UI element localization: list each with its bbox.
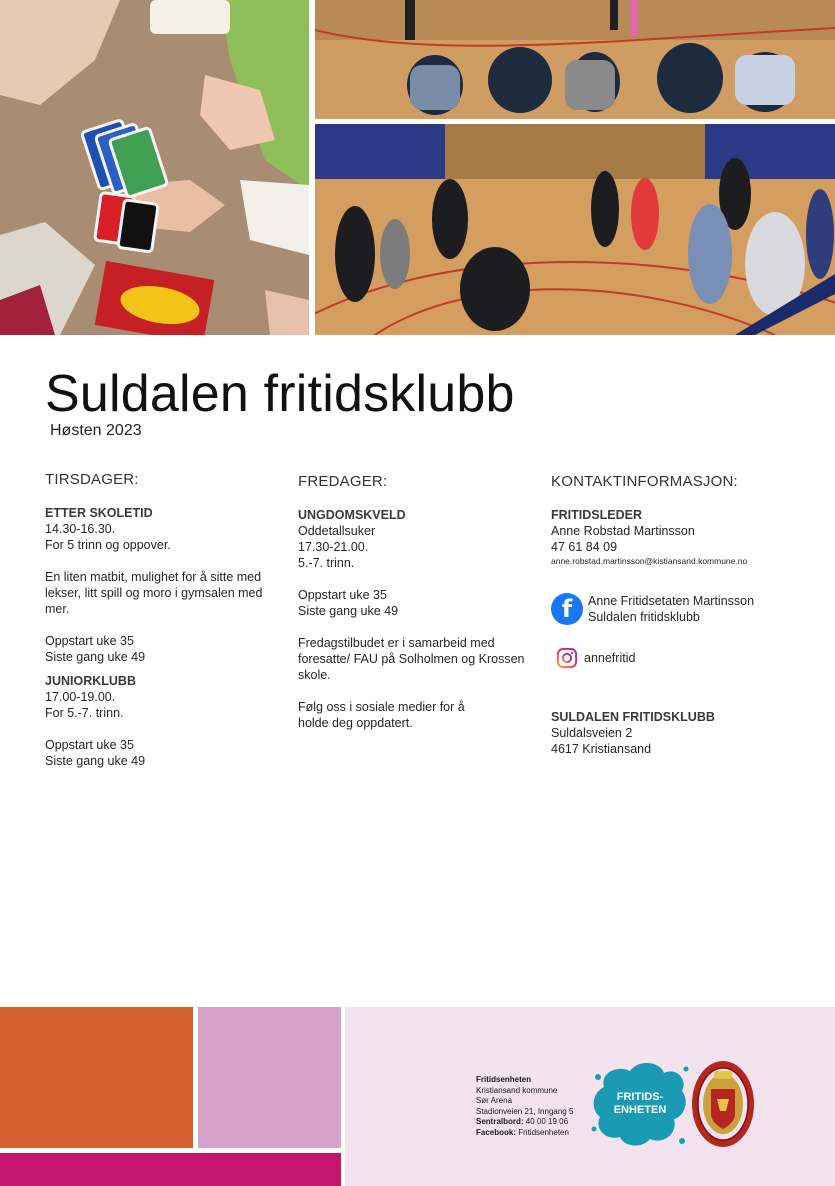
after-school-description: En liten matbit, mulighet for å sitte med lekser, litt spill og moro i gymsalen med mer. <box>45 570 263 616</box>
facebook-text <box>588 593 754 625</box>
friday-column <box>298 474 538 747</box>
friday-end: Siste gang uke 49 <box>298 604 399 618</box>
footer-municipality: Kristiansand kommune <box>476 1085 558 1095</box>
friday-heading: FREDAGER: <box>298 473 388 490</box>
facebook-line1[interactable]: Anne Fritidsetaten Martinsson <box>588 594 755 608</box>
after-school-block <box>45 505 285 553</box>
orange-block <box>0 1007 193 1148</box>
junior-club-block <box>45 673 285 721</box>
after-school-audience: For 5 trinn og oppover. <box>45 538 171 552</box>
youth-evening-weeks: Oddetallsuker <box>298 524 376 538</box>
youth-evening-time: 17.30-21.00. <box>298 540 369 554</box>
after-school-description-block <box>45 569 285 617</box>
tuesday-column <box>45 472 285 785</box>
photo-gym-children-sitting <box>315 0 835 119</box>
leader-name: Anne Robstad Martinsson <box>551 524 695 538</box>
facebook-row[interactable] <box>551 593 821 625</box>
footer-switchboard-label: Sentralbord: <box>476 1117 524 1126</box>
gym-playing-illustration <box>315 124 835 335</box>
footer-org: Fritidsenheten <box>476 1075 532 1084</box>
page-subtitle: Høsten 2023 <box>50 422 142 439</box>
junior-club-dates <box>45 737 285 769</box>
contact-heading: KONTAKTINFORMASJON: <box>551 473 738 490</box>
address-street: Suldalsveien 2 <box>551 726 633 740</box>
leader-email[interactable]: anne.robstad.martinsson@kistiansand.kommune.no <box>551 556 748 566</box>
friday-start: Oppstart uke 35 <box>298 588 387 602</box>
fritidsenheten-logo <box>590 1057 690 1149</box>
friday-cooperation: Fredagstilbudet er i samarbeid med foresatte/ FAU på Solholmen og Krossen skole. <box>298 636 525 682</box>
footer-facebook-label: Facebook: <box>476 1127 517 1137</box>
after-school-start: Oppstart uke 35 <box>45 634 134 648</box>
footer-switchboard-number: 40 00 19 06 <box>525 1117 569 1126</box>
facebook-icon[interactable]: f <box>551 593 583 625</box>
magenta-block <box>0 1153 341 1186</box>
contact-column <box>551 474 821 757</box>
photo-gym-children-playing <box>315 124 835 335</box>
junior-club-label: JUNIORKLUBB <box>45 674 136 688</box>
instagram-icon[interactable] <box>556 647 578 669</box>
address-postal: 4617 Kristiansand <box>551 742 652 756</box>
friday-follow-block <box>298 699 538 731</box>
address-block <box>551 709 821 757</box>
tuesday-heading: TIRSDAGER: <box>45 471 139 488</box>
facebook-line2[interactable]: Suldalen fritidsklubb <box>588 610 700 624</box>
junior-club-audience: For 5.-7. trinn. <box>45 706 124 720</box>
gym-sitting-illustration <box>315 0 835 119</box>
youth-evening-block <box>298 507 538 571</box>
logo-text-line2: ENHETEN <box>613 1104 667 1116</box>
footer-switchboard <box>476 1117 573 1128</box>
footer-street: Stadionveien 21, Inngang 5 <box>476 1106 574 1116</box>
junior-club-start: Oppstart uke 35 <box>45 738 134 752</box>
after-school-end: Siste gang uke 49 <box>45 650 146 664</box>
junior-club-end: Siste gang uke 49 <box>45 754 146 768</box>
friday-dates <box>298 587 538 619</box>
friday-cooperation-block <box>298 635 538 683</box>
after-school-label: ETTER SKOLETID <box>45 506 153 520</box>
junior-club-time: 17.00-19.00. <box>45 690 116 704</box>
friday-follow-line2: holde deg oppdatert. <box>298 716 413 730</box>
instagram-handle[interactable]: annefritid <box>584 651 636 665</box>
friday-follow-line1: Følg oss i sosiale medier for å <box>298 700 465 714</box>
youth-evening-audience: 5.-7. trinn. <box>298 556 355 570</box>
footer-venue: Sør Arena <box>476 1096 513 1105</box>
card-game-illustration <box>0 0 309 335</box>
address-name: SULDALEN FRITIDSKLUBB <box>551 710 715 724</box>
after-school-time: 14.30-16.30. <box>45 522 116 536</box>
leader-phone: 47 61 84 09 <box>551 540 618 554</box>
instagram-row[interactable] <box>551 647 821 669</box>
leader-role: FRITIDSLEDER <box>551 508 642 522</box>
footer-facebook <box>476 1128 573 1139</box>
logo-text-line1: FRITIDS- <box>616 1091 664 1103</box>
after-school-dates <box>45 633 285 665</box>
kristiansand-seal-icon <box>690 1059 756 1149</box>
leader-block <box>551 507 821 567</box>
youth-evening-label: UNGDOMSKVELD <box>298 508 406 522</box>
footer-info <box>476 1075 573 1138</box>
page-title: Suldalen fritidsklubb <box>45 365 515 423</box>
photo-card-game <box>0 0 309 335</box>
lilac-block <box>198 1007 341 1148</box>
footer-facebook-name: Fritidsenheten <box>518 1127 569 1137</box>
